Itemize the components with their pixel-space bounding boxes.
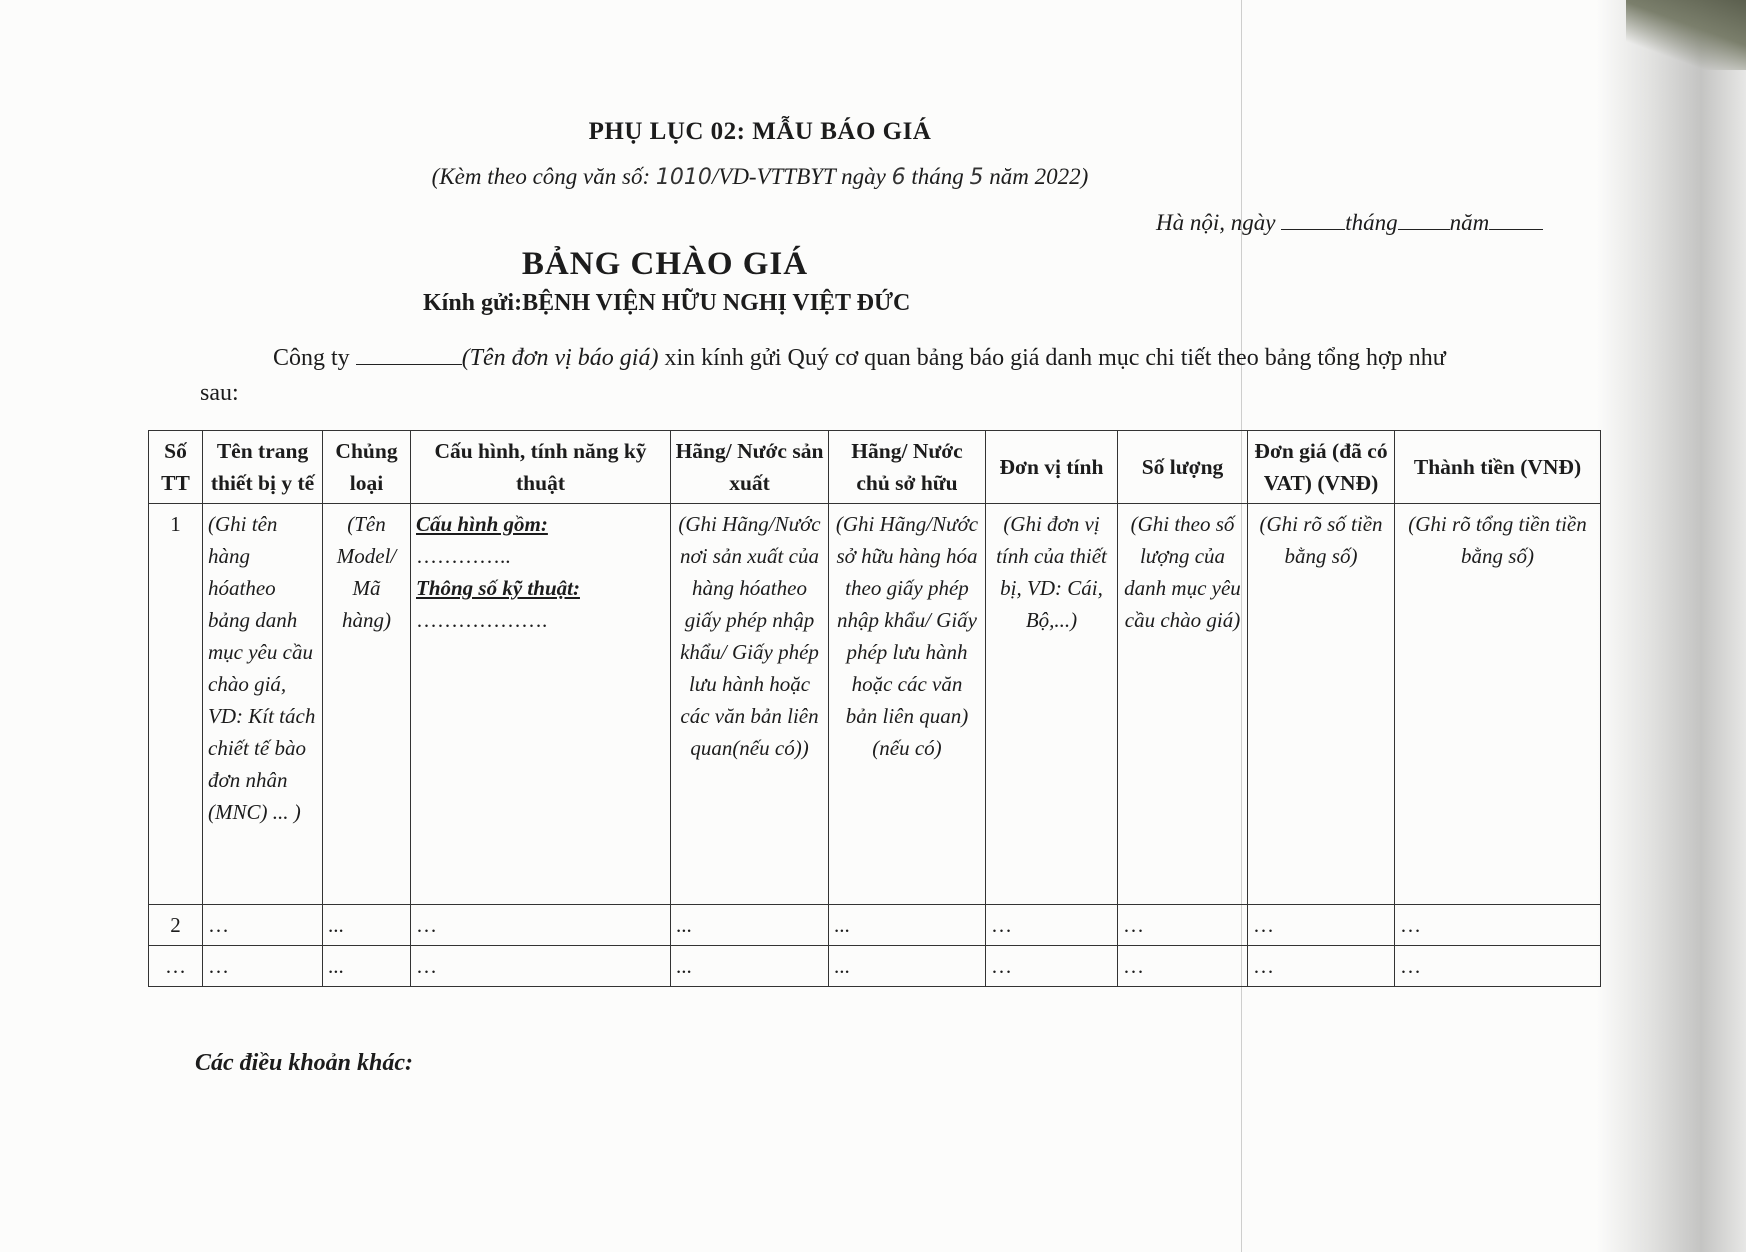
header-unit-price: Đơn giá (đã có VAT) (VNĐ) xyxy=(1248,431,1395,504)
table-header-row xyxy=(149,431,1601,504)
table-row xyxy=(149,905,1601,946)
day-blank xyxy=(1281,211,1345,230)
header-unit: Đơn vị tính xyxy=(986,431,1118,504)
cell-unit-price: (Ghi rõ số tiền bằng số) xyxy=(1248,504,1395,905)
appendix-title: PHỤ LỤC 02: MẪU BÁO GIÁ xyxy=(588,118,932,145)
cell-quantity: (Ghi theo số lượng của danh mục yêu cầu chào giá) xyxy=(1118,504,1248,905)
other-terms-heading: Các điều khoản khác: xyxy=(195,1050,414,1076)
cell-config xyxy=(411,504,671,905)
handwritten-month: 5 xyxy=(969,165,984,190)
company-blank xyxy=(356,346,462,365)
year-blank xyxy=(1489,211,1543,230)
date-line xyxy=(1156,210,1543,236)
cell-owner: ... xyxy=(829,905,986,946)
month-blank xyxy=(1398,211,1450,230)
spec-dots: ………………. xyxy=(416,608,548,632)
page-title: BẢNG CHÀO GIÁ xyxy=(521,246,809,282)
cell-owner: (Ghi Hãng/Nước sở hữu hàng hóa theo giấy phép nhập khẩu/ Giấy phép lưu hành hoặc các văn bản liên quan)(nếu có) xyxy=(829,504,986,905)
header-quantity: Số lượng xyxy=(1118,431,1248,504)
attach-mid: /VD-VTTBYT ngày xyxy=(711,164,886,189)
attach-suffix: năm 2022) xyxy=(989,164,1089,189)
attachment-reference xyxy=(0,164,1520,190)
cell-type: (Tên Model/ Mã hàng) xyxy=(323,504,411,905)
cell-unit: (Ghi đơn vị tính của thiết bị, VD: Cái, Bộ,...) xyxy=(986,504,1118,905)
handwritten-doc-number: 1010 xyxy=(655,165,712,190)
header-manufacturer: Hãng/ Nước sản xuất xyxy=(671,431,829,504)
date-month-label: tháng xyxy=(1345,210,1398,235)
cell-unit-price: … xyxy=(1248,946,1395,987)
page-corner-shadow xyxy=(1626,0,1746,70)
intro-company: Công ty xyxy=(273,345,350,371)
cell-unit: … xyxy=(986,946,1118,987)
cell-device-name: … xyxy=(203,946,323,987)
table-row xyxy=(149,946,1601,987)
header-stt: Số TT xyxy=(149,431,203,504)
cell-device-name: (Ghi tên hàng hóatheo bảng danh mục yêu cầu chào giá, VD: Kít tách chiết tế bào đơn nhân (MNC) ... ) xyxy=(203,504,323,905)
cell-manufacturer: (Ghi Hãng/Nước nơi sản xuất của hàng hóatheo giấy phép nhập khẩu/ Giấy phép lưu hành hoặc các văn bản liên quan(nếu có)) xyxy=(671,504,829,905)
recipient-line: Kính gửi:BỆNH VIỆN HỮU NGHỊ VIỆT ĐỨC xyxy=(423,290,911,316)
cell-unit: … xyxy=(986,905,1118,946)
intro-continuation: sau: xyxy=(200,380,239,406)
month-label: tháng xyxy=(911,164,964,189)
table-row xyxy=(149,504,1601,905)
cell-unit-price: … xyxy=(1248,905,1395,946)
spec-label: Thông số kỹ thuật: xyxy=(416,576,580,600)
config-dots: ………….. xyxy=(416,544,511,568)
page-edge-shadow xyxy=(1596,0,1746,1252)
cell-stt: 2 xyxy=(149,905,203,946)
cell-total: … xyxy=(1395,946,1601,987)
intro-company-hint: (Tên đơn vị báo giá) xyxy=(461,345,659,371)
header-config: Cấu hình, tính năng kỹ thuật xyxy=(411,431,671,504)
quote-table xyxy=(148,430,1601,987)
cell-config: … xyxy=(411,905,671,946)
cell-device-name: … xyxy=(203,905,323,946)
cell-stt: 1 xyxy=(149,504,203,905)
header-total: Thành tiền (VNĐ) xyxy=(1395,431,1601,504)
header-owner: Hãng/ Nước chủ sở hữu xyxy=(829,431,986,504)
cell-manufacturer: ... xyxy=(671,905,829,946)
cell-type: ... xyxy=(323,946,411,987)
intro-text: xin kính gửi Quý cơ quan bảng báo giá danh mục chi tiết theo bảng tổng hợp như xyxy=(664,345,1446,371)
cell-quantity: … xyxy=(1118,946,1248,987)
handwritten-day: 6 xyxy=(891,165,906,190)
cell-quantity: … xyxy=(1118,905,1248,946)
header-type: Chủng loại xyxy=(323,431,411,504)
attach-prefix: (Kèm theo công văn số: xyxy=(431,164,651,189)
date-year-label: năm xyxy=(1449,210,1490,235)
intro-paragraph xyxy=(273,345,1446,372)
config-label: Cấu hình gồm: xyxy=(416,512,548,536)
cell-config: … xyxy=(411,946,671,987)
cell-manufacturer: ... xyxy=(671,946,829,987)
header-device-name: Tên trang thiết bị y tế xyxy=(203,431,323,504)
cell-total: (Ghi rõ tổng tiền tiền bằng số) xyxy=(1395,504,1601,905)
cell-total: … xyxy=(1395,905,1601,946)
cell-stt: … xyxy=(149,946,203,987)
cell-owner: ... xyxy=(829,946,986,987)
date-place: Hà nội, ngày xyxy=(1156,210,1276,235)
cell-type: ... xyxy=(323,905,411,946)
